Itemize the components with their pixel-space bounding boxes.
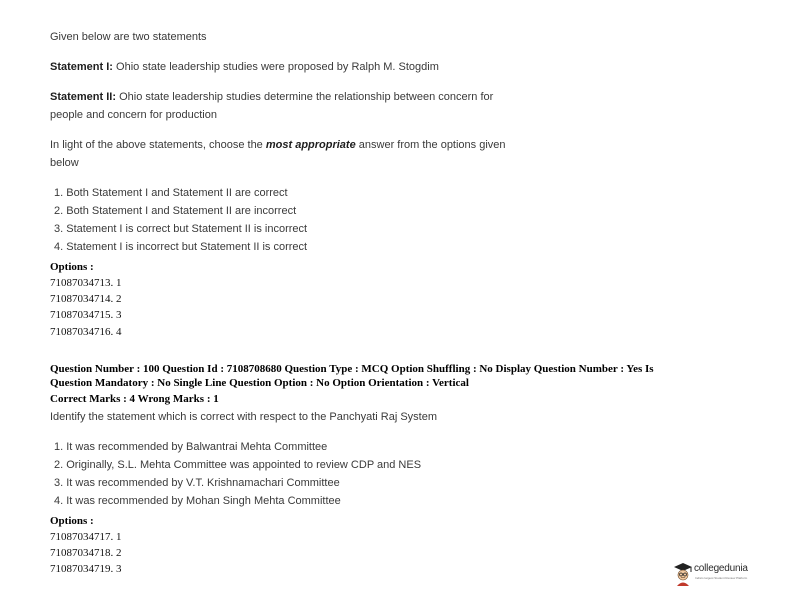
list-item: 4. It was recommended by Mohan Singh Mehta Committee [54, 495, 341, 507]
logo-brand-text: collegedunia [694, 563, 748, 574]
question-text: Identify the statement which is correct with respect to the Panchyati Raj System [50, 411, 438, 423]
logo-tagline: India's largest Student Review Platform [695, 576, 748, 580]
instruction-line1 [50, 139, 506, 151]
instruction-after: answer from the options given [355, 139, 506, 151]
option-row: 71087034713. 1 [50, 277, 122, 289]
instruction-before: In light of the above statements, choose the [50, 139, 266, 151]
option-row: 71087034719. 3 [50, 563, 122, 575]
list-item: 4. Statement I is incorrect but Statement II is correct [54, 241, 308, 253]
collegedunia-logo [672, 561, 764, 587]
instruction-emphasis: most appropriate [265, 139, 356, 151]
statement-2-text-line1: Ohio state leadership studies determine the relationship between concern for [116, 91, 494, 103]
option-row: 71087034716. 4 [50, 326, 122, 338]
option-row: 71087034714. 2 [50, 293, 122, 305]
options-label: Options : [50, 261, 94, 273]
option-row: 71087034717. 1 [50, 531, 122, 543]
graduate-mascot-icon [672, 561, 694, 587]
statement-2 [50, 91, 493, 103]
instruction-line2: below [50, 157, 79, 169]
statement-1 [50, 61, 439, 73]
list-item: 2. Both Statement I and Statement II are incorrect [54, 205, 297, 217]
question-intro: Given below are two statements [50, 31, 207, 43]
marks-line: Correct Marks : 4 Wrong Marks : 1 [50, 393, 219, 405]
question-meta-line2: Question Mandatory : No Single Line Question Option : No Option Orientation : Vertical [50, 377, 469, 389]
list-item: 3. Statement I is correct but Statement II is incorrect [54, 223, 308, 235]
list-item: 1. Both Statement I and Statement II are correct [54, 187, 288, 199]
list-item: 2. Originally, S.L. Mehta Committee was appointed to review CDP and NES [54, 459, 422, 471]
options-label: Options : [50, 515, 94, 527]
option-row: 71087034718. 2 [50, 547, 122, 559]
statement-1-text: Ohio state leadership studies were proposed by Ralph M. Stogdim [112, 61, 439, 73]
question-meta-line1: Question Number : 100 Question Id : 7108708680 Question Type : MCQ Option Shuffling : No Display Question Number : Yes Is [50, 363, 654, 375]
statement-2-text-line2: people and concern for production [50, 109, 217, 121]
list-item: 3. It was recommended by V.T. Krishnamachari Committee [54, 477, 340, 489]
statement-2-label: Statement II: [50, 91, 117, 103]
list-item: 1. It was recommended by Balwantrai Mehta Committee [54, 441, 328, 453]
option-row: 71087034715. 3 [50, 309, 122, 321]
statement-1-label: Statement I: [50, 61, 113, 73]
